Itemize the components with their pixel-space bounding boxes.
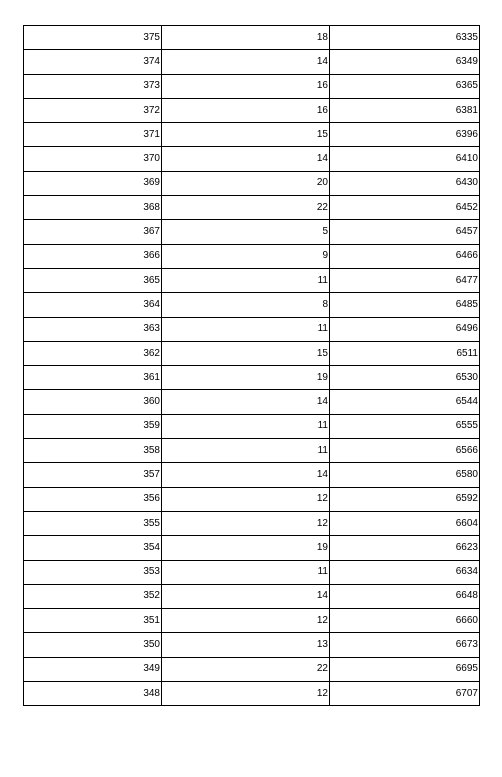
count-cell: 11 [162, 439, 330, 463]
count-cell: 14 [162, 463, 330, 487]
cumulative-cell: 6648 [330, 584, 480, 608]
cumulative-cell: 6511 [330, 341, 480, 365]
table-row [24, 560, 480, 584]
count-cell: 11 [162, 268, 330, 292]
score-cell: 363 [24, 317, 162, 341]
score-cell: 375 [24, 26, 162, 50]
cumulative-cell: 6592 [330, 487, 480, 511]
table-row [24, 26, 480, 50]
cumulative-cell: 6466 [330, 244, 480, 268]
score-cell: 356 [24, 487, 162, 511]
score-cell: 352 [24, 584, 162, 608]
cumulative-cell: 6457 [330, 220, 480, 244]
count-cell: 16 [162, 74, 330, 98]
table-row [24, 439, 480, 463]
cumulative-cell: 6604 [330, 511, 480, 535]
table-row [24, 341, 480, 365]
table-row [24, 317, 480, 341]
score-cell: 361 [24, 366, 162, 390]
count-cell: 8 [162, 293, 330, 317]
table-row [24, 268, 480, 292]
cumulative-cell: 6555 [330, 414, 480, 438]
cumulative-cell: 6349 [330, 50, 480, 74]
count-cell: 18 [162, 26, 330, 50]
table-row [24, 633, 480, 657]
score-cell: 366 [24, 244, 162, 268]
score-cell: 368 [24, 196, 162, 220]
cumulative-cell: 6566 [330, 439, 480, 463]
table-row [24, 584, 480, 608]
table-row [24, 171, 480, 195]
table-row [24, 244, 480, 268]
count-cell: 20 [162, 171, 330, 195]
cumulative-cell: 6485 [330, 293, 480, 317]
score-cell: 359 [24, 414, 162, 438]
count-cell: 14 [162, 50, 330, 74]
score-cell: 372 [24, 98, 162, 122]
table-row [24, 463, 480, 487]
count-cell: 19 [162, 366, 330, 390]
score-cell: 353 [24, 560, 162, 584]
cumulative-cell: 6335 [330, 26, 480, 50]
cumulative-cell: 6477 [330, 268, 480, 292]
cumulative-cell: 6381 [330, 98, 480, 122]
cumulative-cell: 6707 [330, 682, 480, 706]
cumulative-cell: 6452 [330, 196, 480, 220]
score-cell: 367 [24, 220, 162, 244]
table-row [24, 536, 480, 560]
count-cell: 15 [162, 341, 330, 365]
cumulative-cell: 6396 [330, 123, 480, 147]
table-row [24, 196, 480, 220]
score-cell: 360 [24, 390, 162, 414]
cumulative-cell: 6410 [330, 147, 480, 171]
score-cell: 374 [24, 50, 162, 74]
count-cell: 16 [162, 98, 330, 122]
cumulative-cell: 6530 [330, 366, 480, 390]
table-row [24, 511, 480, 535]
table-row [24, 682, 480, 706]
count-cell: 5 [162, 220, 330, 244]
score-cell: 350 [24, 633, 162, 657]
count-cell: 22 [162, 196, 330, 220]
count-cell: 12 [162, 609, 330, 633]
count-cell: 19 [162, 536, 330, 560]
score-cell: 355 [24, 511, 162, 535]
cumulative-cell: 6544 [330, 390, 480, 414]
score-cell: 370 [24, 147, 162, 171]
table-row [24, 220, 480, 244]
table-row [24, 123, 480, 147]
count-cell: 14 [162, 584, 330, 608]
count-cell: 9 [162, 244, 330, 268]
count-cell: 11 [162, 317, 330, 341]
count-cell: 11 [162, 560, 330, 584]
cumulative-cell: 6623 [330, 536, 480, 560]
table-row [24, 98, 480, 122]
score-cell: 365 [24, 268, 162, 292]
table-row [24, 487, 480, 511]
table-row [24, 657, 480, 681]
table-row [24, 147, 480, 171]
score-cell: 364 [24, 293, 162, 317]
cumulative-cell: 6660 [330, 609, 480, 633]
score-table [23, 25, 480, 706]
cumulative-cell: 6496 [330, 317, 480, 341]
count-cell: 22 [162, 657, 330, 681]
cumulative-cell: 6580 [330, 463, 480, 487]
cumulative-cell: 6673 [330, 633, 480, 657]
count-cell: 12 [162, 682, 330, 706]
count-cell: 12 [162, 511, 330, 535]
score-cell: 362 [24, 341, 162, 365]
score-cell: 373 [24, 74, 162, 98]
count-cell: 13 [162, 633, 330, 657]
cumulative-cell: 6430 [330, 171, 480, 195]
score-cell: 354 [24, 536, 162, 560]
score-cell: 351 [24, 609, 162, 633]
score-cell: 357 [24, 463, 162, 487]
table-body [24, 26, 480, 706]
count-cell: 12 [162, 487, 330, 511]
table-row [24, 50, 480, 74]
table-row [24, 609, 480, 633]
table-row [24, 74, 480, 98]
table-row [24, 366, 480, 390]
cumulative-cell: 6695 [330, 657, 480, 681]
score-cell: 358 [24, 439, 162, 463]
count-cell: 11 [162, 414, 330, 438]
count-cell: 14 [162, 390, 330, 414]
count-cell: 14 [162, 147, 330, 171]
score-cell: 369 [24, 171, 162, 195]
table-row [24, 293, 480, 317]
cumulative-cell: 6634 [330, 560, 480, 584]
score-cell: 348 [24, 682, 162, 706]
table-row [24, 414, 480, 438]
count-cell: 15 [162, 123, 330, 147]
score-cell: 371 [24, 123, 162, 147]
cumulative-cell: 6365 [330, 74, 480, 98]
score-cell: 349 [24, 657, 162, 681]
table-row [24, 390, 480, 414]
